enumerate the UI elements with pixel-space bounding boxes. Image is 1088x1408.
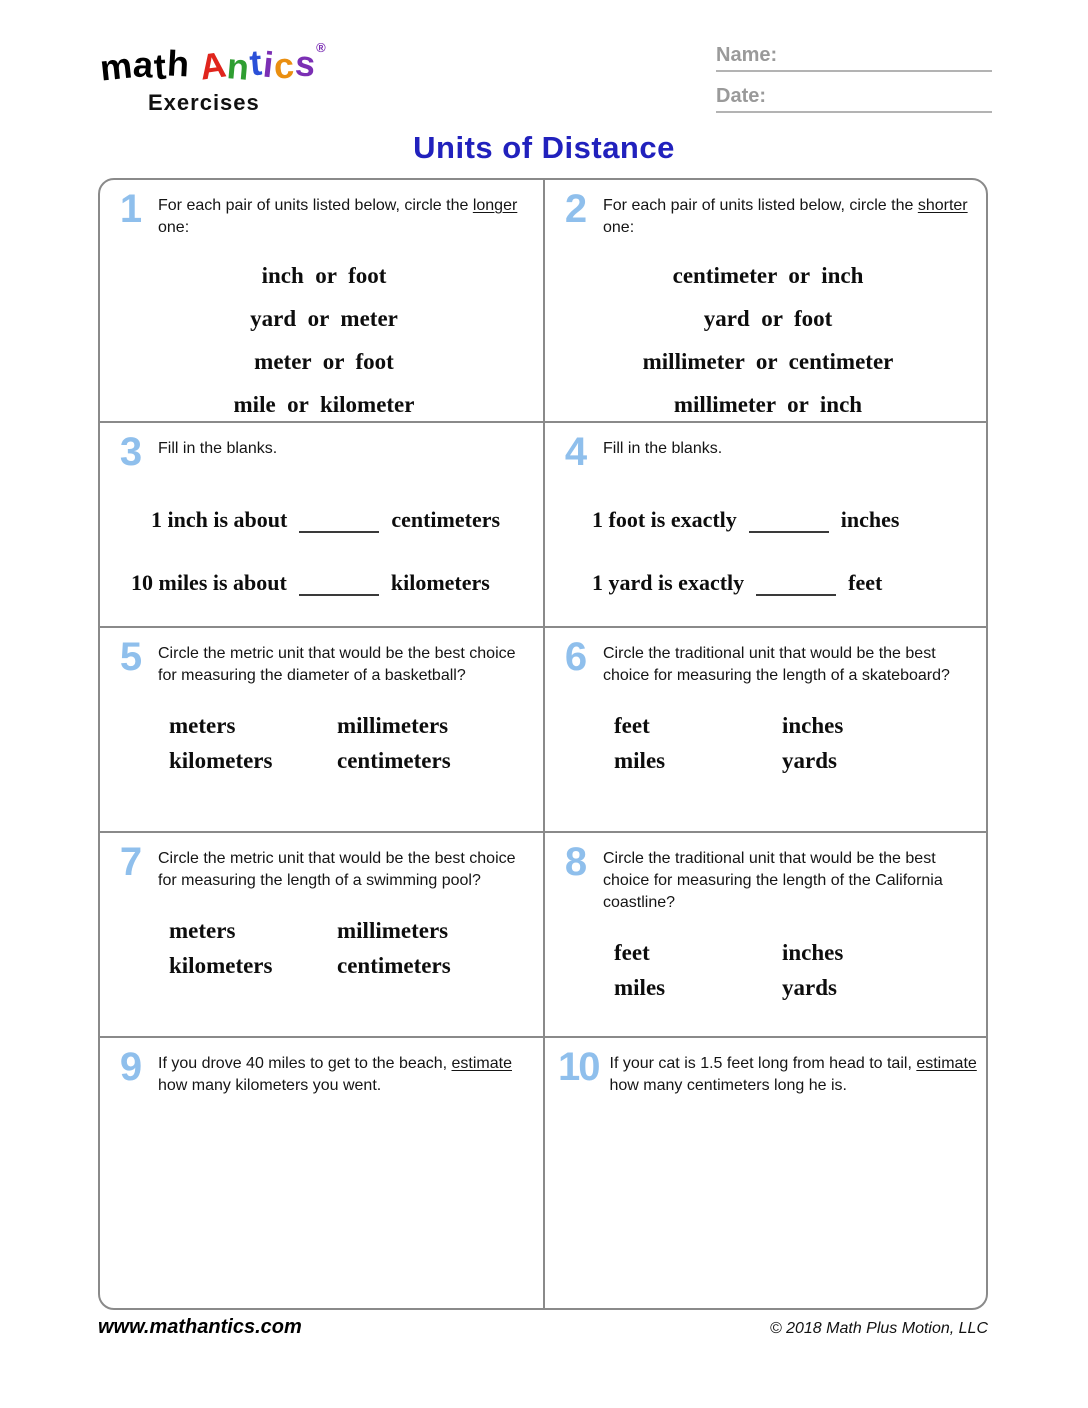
question-5-header xyxy=(113,635,535,687)
fill-text-before: 1 inch is about xyxy=(151,507,288,532)
logo-letter: m xyxy=(97,44,136,89)
question-5-number: 5 xyxy=(119,635,141,679)
answer-option[interactable]: millimeters xyxy=(337,918,449,944)
question-8-header xyxy=(558,840,978,914)
fill-in-line xyxy=(151,507,535,533)
copyright-text: © 2018 Math Plus Motion, LLC xyxy=(769,1320,988,1337)
question-10-header xyxy=(558,1045,978,1097)
question-4-number: 4 xyxy=(564,430,586,474)
name-field-line[interactable] xyxy=(716,44,992,72)
fill-text-after: inches xyxy=(840,507,900,532)
question-2-instruction xyxy=(603,192,978,239)
fill-text-before: 1 foot is exactly xyxy=(592,507,737,532)
question-3-header xyxy=(113,430,535,474)
answer-option[interactable]: yards xyxy=(782,975,837,1001)
answer-pair[interactable]: yard or meter xyxy=(250,306,398,332)
answer-option[interactable]: centimeters xyxy=(337,748,451,774)
fill-in-line xyxy=(131,570,535,596)
answer-option[interactable]: inches xyxy=(782,940,844,966)
question-8-options xyxy=(614,940,843,1001)
fill-text-before: 10 miles is about xyxy=(131,570,287,595)
question-7-options xyxy=(169,918,451,979)
answer-option[interactable]: meters xyxy=(169,713,236,739)
question-6-header xyxy=(558,635,978,687)
question-1-instruction xyxy=(158,192,535,239)
answer-pair[interactable]: millimeter or inch xyxy=(673,392,863,418)
question-3-instruction xyxy=(158,435,277,460)
question-cell-10 xyxy=(543,1036,986,1308)
answer-option[interactable]: yards xyxy=(782,748,837,774)
question-cell-7 xyxy=(100,831,543,1036)
registered-trademark-icon: ® xyxy=(316,40,327,55)
answer-option[interactable]: miles xyxy=(614,975,666,1001)
answer-option[interactable]: millimeters xyxy=(337,713,449,739)
answer-blank[interactable] xyxy=(749,515,829,533)
instruction-text: Circle the metric unit that would be the best choice for measuring the length of a swimming pool? xyxy=(158,850,516,890)
question-7-header xyxy=(113,840,535,892)
question-5-instruction xyxy=(158,640,535,687)
instruction-underlined-word: longer xyxy=(472,197,518,214)
logo-letter: a xyxy=(131,43,156,86)
fill-text-after: kilometers xyxy=(390,570,490,595)
logo-letter: t xyxy=(152,45,169,88)
logo-wordmark xyxy=(97,40,327,89)
instruction-text: Circle the metric unit that would be the best choice for measuring the diameter of a basketball? xyxy=(158,645,516,685)
answer-pair[interactable]: centimeter or inch xyxy=(672,263,864,289)
question-cell-2 xyxy=(543,180,986,421)
header-fields xyxy=(716,44,992,126)
question-9-instruction xyxy=(158,1050,535,1097)
answer-pair[interactable]: mile or kilometer xyxy=(233,392,415,418)
question-cell-4 xyxy=(543,421,986,626)
question-cell-3 xyxy=(100,421,543,626)
question-1-answer-pairs xyxy=(113,263,535,418)
question-6-number: 6 xyxy=(564,635,586,679)
question-10-number: 10 xyxy=(558,1045,599,1089)
answer-blank[interactable] xyxy=(299,515,379,533)
instruction-text: For each pair of units listed below, circle the xyxy=(158,197,473,214)
logo-letter: A xyxy=(197,43,230,88)
website-url: www.mathantics.com xyxy=(98,1316,302,1338)
answer-pair[interactable]: millimeter or centimeter xyxy=(642,349,894,375)
question-9-number: 9 xyxy=(119,1045,141,1089)
answer-option[interactable]: kilometers xyxy=(169,748,273,774)
fill-text-after: feet xyxy=(848,570,883,595)
question-cell-8 xyxy=(543,831,986,1036)
question-1-number: 1 xyxy=(119,187,141,231)
question-8-number: 8 xyxy=(564,840,586,884)
question-2-answer-pairs xyxy=(558,263,978,418)
answer-pair[interactable]: yard or foot xyxy=(703,306,833,332)
instruction-text: Circle the traditional unit that would be the best choice for measuring the length of the California coastline? xyxy=(603,850,943,912)
answer-option[interactable]: feet xyxy=(614,713,650,739)
logo-subtitle: Exercises xyxy=(148,90,260,115)
logo-letter: t xyxy=(247,41,265,84)
answer-option[interactable]: kilometers xyxy=(169,953,273,979)
instruction-text: how many kilometers you went. xyxy=(158,1077,382,1095)
question-4-header xyxy=(558,430,978,474)
question-7-number: 7 xyxy=(119,840,141,884)
answer-option[interactable]: inches xyxy=(782,713,844,739)
answer-pair[interactable]: meter or foot xyxy=(254,349,394,375)
answer-blank[interactable] xyxy=(756,578,836,596)
name-label: Name: xyxy=(716,44,778,66)
question-8-instruction xyxy=(603,845,978,914)
question-3-fill-lines xyxy=(113,507,535,596)
page-footer xyxy=(98,1316,988,1339)
question-4-fill-lines xyxy=(558,507,978,596)
question-cell-9 xyxy=(100,1036,543,1308)
answer-pair[interactable]: inch or foot xyxy=(261,263,387,289)
question-cell-1 xyxy=(100,180,543,421)
question-10-instruction xyxy=(610,1050,979,1097)
instruction-underlined-word: shorter xyxy=(917,197,968,214)
question-9-header xyxy=(113,1045,535,1097)
question-4-instruction xyxy=(603,435,722,460)
instruction-underlined-word: estimate xyxy=(451,1055,512,1072)
logo-letter: n xyxy=(225,45,252,88)
instruction-underlined-word: estimate xyxy=(916,1055,977,1072)
question-6-instruction xyxy=(603,640,978,687)
fill-in-line xyxy=(592,570,978,596)
question-cell-6 xyxy=(543,626,986,831)
question-3-number: 3 xyxy=(119,430,141,474)
instruction-text: For each pair of units listed below, circle the xyxy=(603,197,918,214)
page-title: Units of Distance xyxy=(413,130,675,165)
date-label: Date: xyxy=(716,85,767,107)
answer-option[interactable]: centimeters xyxy=(337,953,451,979)
instruction-text: Fill in the blanks. xyxy=(158,440,278,457)
question-6-options xyxy=(614,713,843,774)
instruction-text: Fill in the blanks. xyxy=(603,440,723,457)
instruction-text: If your cat is 1.5 feet long from head to tail, xyxy=(609,1055,917,1072)
instruction-text: If you drove 40 miles to get to the beach, xyxy=(158,1055,452,1072)
fill-text-before: 1 yard is exactly xyxy=(592,570,745,595)
fill-in-line xyxy=(592,507,978,533)
question-2-header xyxy=(558,187,978,239)
instruction-text: one: xyxy=(603,219,635,237)
logo-letter: c xyxy=(272,44,297,87)
date-field-line[interactable] xyxy=(716,85,992,113)
question-1-header xyxy=(113,187,535,239)
answer-option[interactable]: meters xyxy=(169,918,236,944)
question-5-options xyxy=(169,713,451,774)
logo-letter: h xyxy=(166,42,192,85)
question-2-number: 2 xyxy=(564,187,586,231)
instruction-text: how many centimeters long he is. xyxy=(609,1077,847,1095)
instruction-text: Circle the traditional unit that would be the best choice for measuring the length of a skateboard? xyxy=(603,645,950,685)
answer-blank[interactable] xyxy=(299,578,379,596)
question-cell-5 xyxy=(100,626,543,831)
answer-option[interactable]: feet xyxy=(614,940,650,966)
logo-letter: i xyxy=(261,43,277,86)
fill-text-after: centimeters xyxy=(391,507,501,532)
question-7-instruction xyxy=(158,845,535,892)
answer-option[interactable]: miles xyxy=(614,748,666,774)
worksheet-grid xyxy=(98,178,988,1310)
math-antics-logo xyxy=(97,40,327,116)
instruction-text: one: xyxy=(158,219,190,237)
logo-letter: s xyxy=(293,42,319,85)
